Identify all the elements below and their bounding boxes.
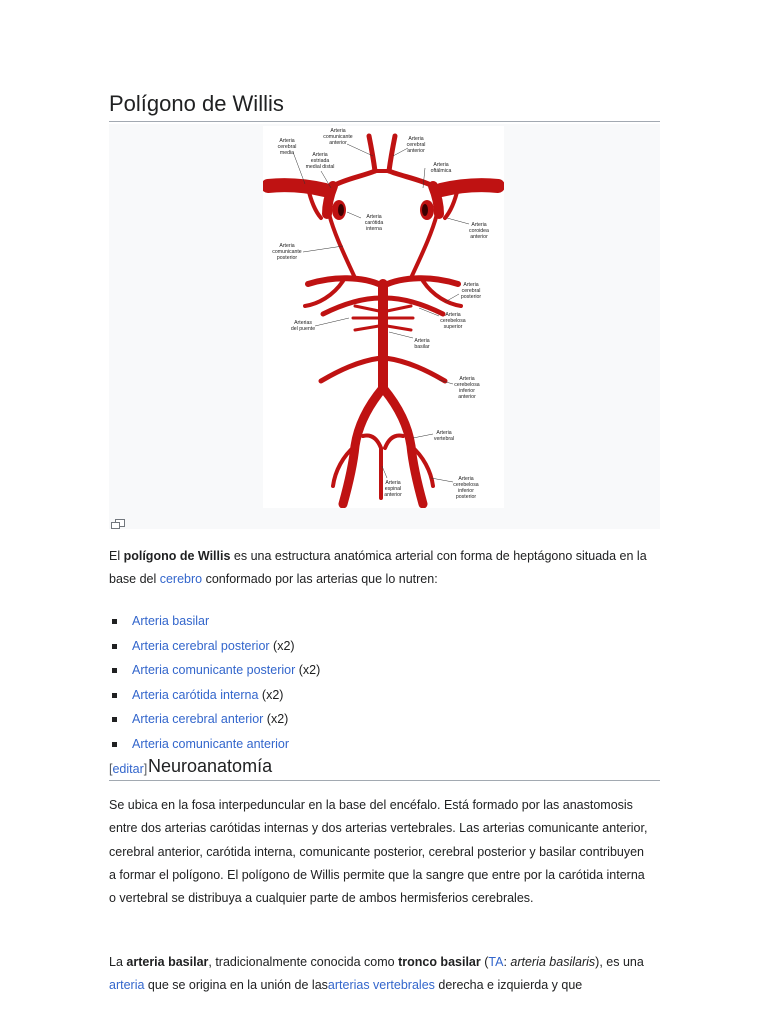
list-item [109,609,649,634]
circle-of-willis-diagram[interactable] [263,126,504,508]
bullet [112,742,117,747]
basilar-paragraph: La arteria basilar, tradicionalmente conocida como tronco basilar (TA: arteria basilaris), es una arteria que se origina en la unión de lasarterias vertebrales derecha e izquierda y que [109,955,644,993]
label-basilar: Arteria basilar [414,338,430,350]
label-estriada: Arteria estriada medial distal [305,152,335,170]
link-arteria-cerebral-posterior[interactable]: Arteria cerebral posterior [132,638,270,653]
list-item: Arteria cerebral posterior (x2) [109,634,649,659]
label-espinal-anterior: Arteria espinal anterior [384,480,402,498]
bullet [112,717,117,722]
label-cerebelosa-inferior-anterior: Arteria cerebelosa inferior anterior [454,376,480,400]
bold-term: polígono de Willis [123,549,231,563]
label-carotida-interna: Arteria carótida interna [364,214,384,232]
label-coroidea-anterior: Arteria coroidea anterior [469,222,489,240]
list-item: Arteria cerebral anterior (x2) [109,707,649,732]
link-cerebro[interactable]: cerebro [159,572,203,587]
link-arteria-comunicante-anterior[interactable]: Arteria comunicante anterior [132,736,290,751]
bullet [112,619,117,624]
bullet [112,668,117,673]
link-ta[interactable]: TA [488,955,504,969]
link-arterias-vertebrales[interactable]: arterias vertebrales [327,978,435,993]
link-arteria-cerebral-anterior[interactable]: Arteria cerebral anterior [132,712,264,727]
artery-list [109,609,649,757]
section-heading-neuroanatomia [109,757,660,781]
label-pontinas: Arterias del puente [290,320,316,332]
link-arteria-basilar[interactable]: Arteria basilar [132,614,210,628]
label-vertebral: Arteria vertebral [433,430,455,442]
intro-paragraph: El polígono de Willis es una estructura anatómica arterial con forma de heptágono situada en la base del cerebro conformado por las arterias que lo nutren: [109,549,647,587]
link-arteria-carotida-interna[interactable]: Arteria carótida interna [132,687,259,702]
link-arteria[interactable]: arteria [109,978,145,993]
bullet [112,693,117,698]
label-cerebelosa-superior: Arteria cerebelosa superior [440,312,466,330]
edit-link[interactable]: editar [112,762,144,776]
label-comunicante-anterior: Arteria comunicante anterior [323,128,353,146]
list-item [109,732,649,757]
bullet [112,644,117,649]
artery-illustration [263,126,504,508]
label-comunicante-posterior: Arteria comunicante posterior [272,243,302,261]
figure-thumbnail [109,124,660,529]
list-item: Arteria comunicante posterior (x2) [109,658,649,683]
label-cerebral-posterior: Arteria cerebral posterior [460,282,482,300]
label-cerebelosa-inferior-posterior: Arteria cerebelosa inferior posterior [453,476,479,500]
enlarge-icon[interactable] [111,516,125,534]
label-cerebral-anterior: Arteria cerebral anterior [406,136,426,154]
label-oftalmica: Arteria oftálmica [430,162,452,174]
page-title: Polígono de Willis [109,91,660,122]
link-arteria-comunicante-posterior[interactable]: Arteria comunicante posterior [132,663,296,678]
neuroanatomia-paragraph: Se ubica en la fosa interpeduncular en la base del encéfalo. Está formado por las anastomosis entre dos arterias carótidas internas y dos arterias vertebrales. Las arterias comunicante anterior, cerebral anterior, carótida interna, comunicante posterior, cerebral posterior y basilar contribuyen a formar el polígono. El polígono de Willis permite que la sangre que entre por la carótida interna o vertebral se distribuya a cualquier parte de ambos hermisferios cerebrales. [109,798,648,906]
edit-section: [editar] [109,762,148,776]
label-cerebral-media: Arteria cerebral media [277,138,297,156]
section-heading-text: Neuroanatomía [148,756,273,776]
list-item: Arteria carótida interna (x2) [109,683,649,708]
